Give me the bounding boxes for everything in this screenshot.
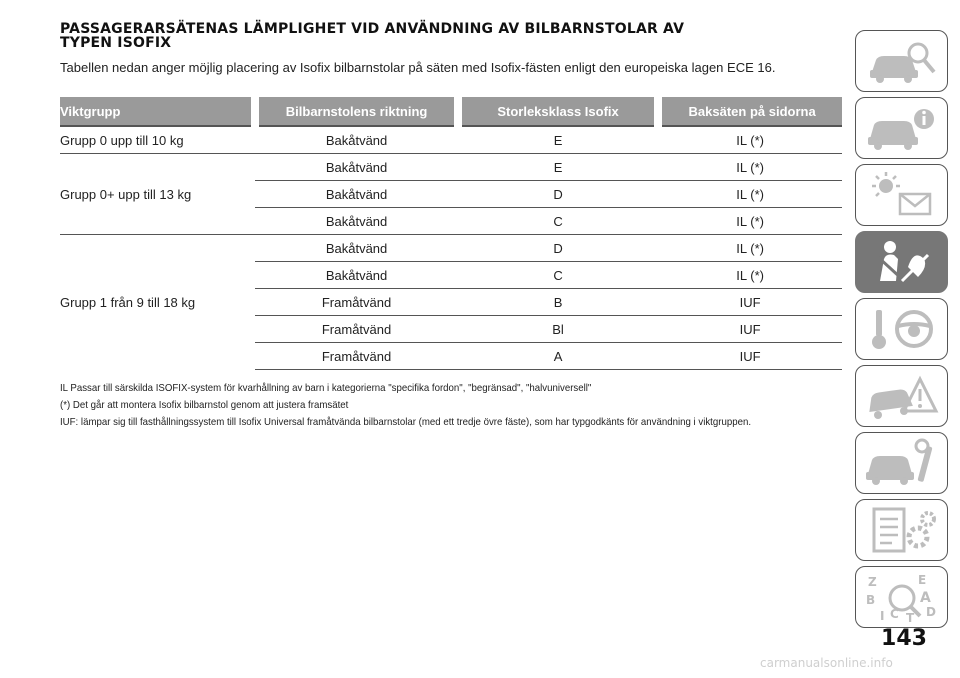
direction-cell: Bakåtvänd bbox=[255, 126, 458, 154]
group-cell: Grupp 0 upp till 10 kg bbox=[60, 126, 255, 154]
table-row bbox=[60, 154, 842, 181]
size-cell: E bbox=[458, 154, 658, 181]
index-letter: T bbox=[905, 611, 914, 622]
tab-warning-lights[interactable] bbox=[855, 164, 948, 226]
warning-lights-icon bbox=[862, 170, 942, 220]
index-letter: D bbox=[925, 605, 936, 619]
size-cell: C bbox=[458, 208, 658, 235]
isofix-table bbox=[60, 97, 842, 370]
footnote-asterisk: (*) Det går att montera Isofix bilbarnstol genom att justera framsätet bbox=[60, 399, 349, 411]
index-letter: C bbox=[889, 607, 899, 621]
title-line-1: PASSAGERARSÄTENAS LÄMPLIGHET VID ANVÄNDNING AV BILBARNSTOLAR AV bbox=[60, 21, 685, 37]
size-cell: A bbox=[458, 343, 658, 370]
seat-cell: IL (*) bbox=[658, 181, 842, 208]
alphabetical-index-icon bbox=[862, 572, 942, 622]
size-cell: D bbox=[458, 181, 658, 208]
tab-car-accident[interactable] bbox=[855, 365, 948, 427]
group-cell: Grupp 0+ upp till 13 kg bbox=[60, 154, 255, 235]
size-cell: C bbox=[458, 262, 658, 289]
seat-cell: IL (*) bbox=[658, 154, 842, 181]
watermark: carmanualsonline.info bbox=[760, 656, 893, 670]
header-rear-side-seats: Baksäten på sidorna bbox=[658, 97, 842, 126]
group-cell: Grupp 1 från 9 till 18 kg bbox=[60, 235, 255, 370]
index-letter: Z bbox=[867, 575, 877, 589]
table-row bbox=[60, 235, 842, 262]
direction-cell: Framåtvänd bbox=[255, 316, 458, 343]
direction-cell: Bakåtvänd bbox=[255, 235, 458, 262]
direction-cell: Bakåtvänd bbox=[255, 154, 458, 181]
index-letter: A bbox=[919, 590, 931, 606]
tab-car-search[interactable] bbox=[855, 30, 948, 92]
tab-specs-gear[interactable] bbox=[855, 499, 948, 561]
size-cell: E bbox=[458, 126, 658, 154]
seat-cell: IUF bbox=[658, 289, 842, 316]
direction-cell: Bakåtvänd bbox=[255, 208, 458, 235]
header-direction: Bilbarnstolens riktning bbox=[255, 97, 458, 126]
tab-steering-wheel-key[interactable] bbox=[855, 298, 948, 360]
title-line-2: TYPEN ISOFIX bbox=[60, 35, 172, 51]
tab-car-tools[interactable] bbox=[855, 432, 948, 494]
header-size-class: Storleksklass Isofix bbox=[458, 97, 658, 126]
footnote-iuf: IUF: lämpar sig till fasthållningssystem till Isofix Universal framåtvända bilbarnstolar (med ett tredje övre fäste), som har typgodkänts för användning i viktgruppen. bbox=[60, 416, 752, 428]
car-accident-icon bbox=[862, 371, 942, 421]
intro-text: Tabellen nedan anger möjlig placering av Isofix bilbarnstolar på säten med Isofix-fästen enligt den europeiska lagen ECE 16. bbox=[60, 60, 776, 75]
seat-cell: IL (*) bbox=[658, 208, 842, 235]
direction-cell: Framåtvänd bbox=[255, 343, 458, 370]
table-row bbox=[60, 126, 842, 154]
direction-cell: Framåtvänd bbox=[255, 289, 458, 316]
direction-cell: Bakåtvänd bbox=[255, 181, 458, 208]
index-letter: E bbox=[917, 573, 926, 587]
car-tools-icon bbox=[862, 438, 942, 488]
specs-gear-icon bbox=[862, 505, 942, 555]
page-title bbox=[60, 22, 842, 50]
size-cell: D bbox=[458, 235, 658, 262]
seat-cell: IL (*) bbox=[658, 235, 842, 262]
tab-car-info[interactable] bbox=[855, 97, 948, 159]
page-header bbox=[60, 22, 842, 75]
footnote-il: IL Passar till särskilda ISOFIX-system för kvarhållning av barn i kategorierna "specifika fordon", "begränsad", "halvuniversell" bbox=[60, 382, 592, 394]
steering-wheel-key-icon bbox=[862, 304, 942, 354]
seatbelt-airbag-icon bbox=[862, 237, 942, 287]
direction-cell: Bakåtvänd bbox=[255, 262, 458, 289]
index-letter: I bbox=[879, 609, 884, 622]
chapter-tabs bbox=[855, 30, 948, 633]
seat-cell: IL (*) bbox=[658, 126, 842, 154]
size-cell: Bl bbox=[458, 316, 658, 343]
tab-seatbelt-airbag[interactable] bbox=[855, 231, 948, 293]
size-cell: B bbox=[458, 289, 658, 316]
index-letter: B bbox=[865, 593, 875, 607]
seat-cell: IUF bbox=[658, 343, 842, 370]
table-footnotes bbox=[60, 380, 787, 431]
seat-cell: IUF bbox=[658, 316, 842, 343]
car-info-icon bbox=[862, 103, 942, 153]
page-number: 143 bbox=[881, 626, 927, 651]
header-weight-group: Viktgrupp bbox=[60, 97, 255, 126]
car-search-icon bbox=[862, 36, 942, 86]
seat-cell: IL (*) bbox=[658, 262, 842, 289]
table-header-row bbox=[60, 97, 842, 126]
tab-alphabetical-index[interactable] bbox=[855, 566, 948, 628]
